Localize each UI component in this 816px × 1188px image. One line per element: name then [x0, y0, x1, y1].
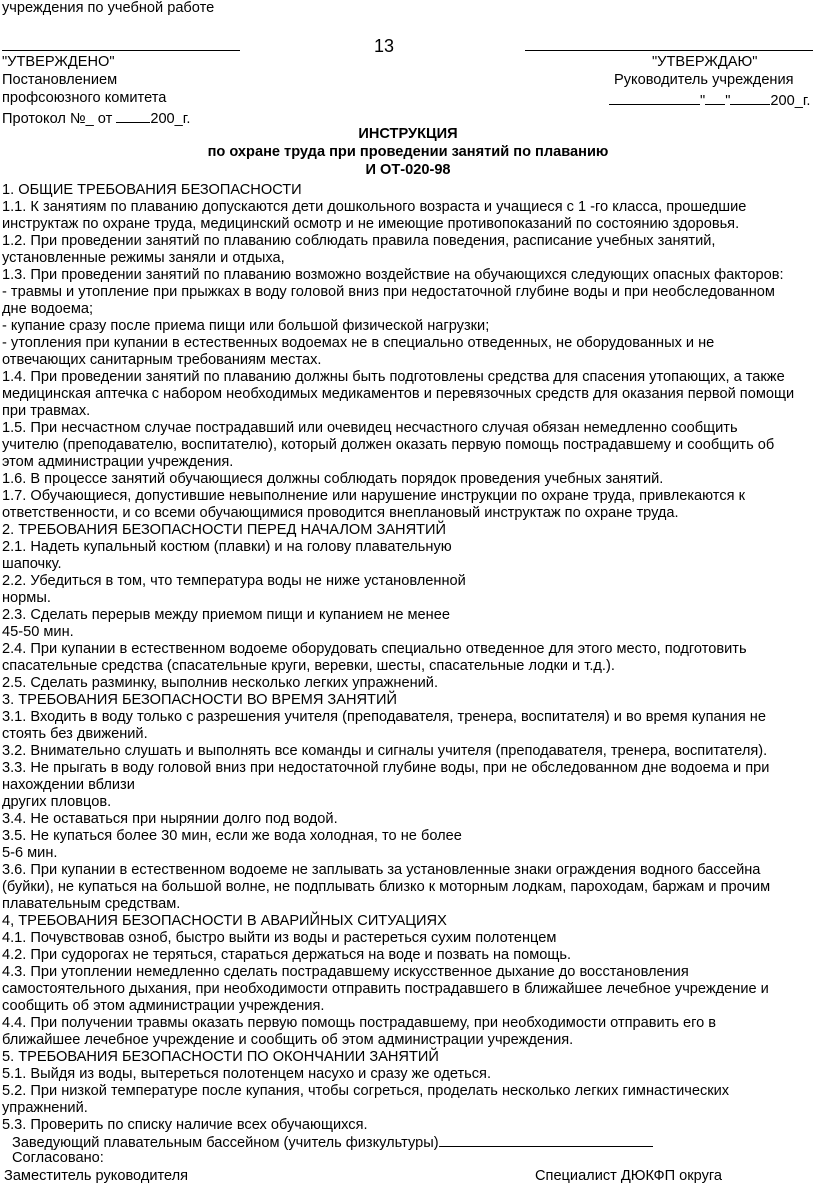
agreed-label: Согласовано:: [12, 1150, 104, 1166]
head-label: Руководитель учреждения: [614, 72, 794, 88]
signature-blank: [609, 90, 700, 105]
body-line: нормы.: [2, 590, 51, 606]
body-line: 1.4. При проведении занятий по плаванию должны быть подготовлены средства для спасения утопающих, а также: [2, 369, 785, 385]
body-line: 2. ТРЕБОВАНИЯ БЕЗОПАСНОСТИ ПЕРЕД НАЧАЛОМ ЗАНЯТИЙ: [2, 522, 447, 538]
body-line: 2.2. Убедиться в том, что температура воды не ниже установленной: [2, 573, 466, 589]
approve-date-line: [609, 90, 810, 110]
body-line: 3.3. Не прыгать в воду головой вниз при недостаточной глубине воды, при не обследованном дне водоема и при: [2, 760, 770, 776]
body-line: 5.1. Выйдя из воды, вытереться полотенцем насухо и сразу же одеться.: [2, 1066, 492, 1082]
body-line: 1.2. При проведении занятий по плаванию соблюдать правила поведения, расписание учебных занятий,: [2, 233, 716, 249]
deputy-label: Заместитель руководителя: [4, 1168, 189, 1184]
approved-by: Постановлением: [2, 72, 118, 88]
body-line: 4.2. При судорогах не теряться, стараться держаться на воде и позвать на помощь.: [2, 947, 572, 963]
instruction-body: [2, 182, 814, 1134]
body-line: 5. ТРЕБОВАНИЯ БЕЗОПАСНОСТИ ПО ОКОНЧАНИИ ЗАНЯТИЙ: [2, 1049, 439, 1065]
date-quote-close: ": [725, 93, 731, 109]
body-line: этом администрации учреждения.: [2, 454, 234, 470]
body-line: упражнений.: [2, 1100, 88, 1116]
body-line: отвечающих санитарным требованиям местах.: [2, 352, 322, 368]
body-line: 4.1. Почувствовав озноб, быстро выйти из воды и растереться сухим полотенцем: [2, 930, 557, 946]
right-signature-rule: [525, 50, 813, 51]
month-blank: [730, 90, 770, 105]
approve-label: "УТВЕРЖДАЮ": [652, 54, 758, 70]
body-line: сообщить об этом администрации учреждения.: [2, 998, 325, 1014]
body-line: 5.3. Проверить по списку наличие всех обучающихся.: [2, 1117, 368, 1133]
body-line: 3.1. Входить в воду только с разрешения учителя (преподавателя, тренера, воспитателя) и во время купания не: [2, 709, 766, 725]
manager-line: [12, 1132, 653, 1152]
body-line: 1.7. Обучающиеся, допустившие невыполнение или нарушение инструкции по охране труда, привлекаются к: [2, 488, 745, 504]
body-line: ответственности, и со всеми обучающимися проводится внеплановый инструктаж по охране труда.: [2, 505, 679, 521]
body-line: плавательным средствам.: [2, 896, 181, 912]
body-line: ближайшее лечебное учреждение и сообщить об этом администрации учреждения.: [2, 1032, 574, 1048]
body-line: 45-50 мин.: [2, 624, 74, 640]
body-line: 1.3. При проведении занятий по плаванию возможно воздействие на обучающихся следующих опасных факторов:: [2, 267, 784, 283]
body-line: медицинская аптечка с набором необходимых медикаментов и перевязочных средств для оказания первой помощи: [2, 386, 795, 402]
body-line: 3.2. Внимательно слушать и выполнять все команды и сигналы учителя (преподавателя, тренера, воспитателя).: [2, 743, 768, 759]
manager-label: Заведующий плавательным бассейном (учитель физкультуры): [12, 1135, 439, 1151]
body-line: 2.1. Надеть купальный костюм (плавки) и на голову плавательную: [2, 539, 452, 555]
date-suffix: 200_г.: [770, 93, 811, 109]
body-line: самостоятельного дыхания, при необходимости отправить пострадавшего в ближайшее лечебное учреждение и: [2, 981, 769, 997]
body-line: учителю (преподавателю, воспитателю), который должен оказать первую помощь пострадавшему и сообщить об: [2, 437, 775, 453]
protocol-date-blank: [116, 108, 150, 123]
body-line: 4.4. При получении травмы оказать первую помощь пострадавшему, при необходимости отправить его в: [2, 1015, 717, 1031]
protocol-line: [2, 108, 190, 128]
left-signature-rule: [2, 50, 240, 51]
body-line: 3.4. Не оставаться при нырянии долго под водой.: [2, 811, 338, 827]
body-line: 4, ТРЕБОВАНИЯ БЕЗОПАСНОСТИ В АВАРИЙНЫХ СИТУАЦИЯХ: [2, 913, 447, 929]
manager-signature-blank: [439, 1132, 653, 1147]
body-line: 3.6. При купании в естественном водоеме не заплывать за установленные знаки ограждения водного бассейна: [2, 862, 761, 878]
committee-label: профсоюзного комитета: [2, 90, 167, 106]
body-line: - купание сразу после приема пищи или большой физической нагрузки;: [2, 318, 490, 334]
body-line: 2.4. При купании в естественном водоеме оборудовать специально отведенное для этого место, подготовить: [2, 641, 747, 657]
body-line: стоять без движений.: [2, 726, 148, 742]
body-line: - травмы и утопление при прыжках в воду головой вниз при недостаточной глубине воды и при необследованном: [2, 284, 775, 300]
body-line: 5-6 мин.: [2, 845, 58, 861]
top-line: учреждения по учебной работе: [2, 0, 215, 16]
body-line: 1.5. При несчастном случае пострадавший или очевидец несчастного случая обязан немедленно сообщить: [2, 420, 738, 436]
body-line: спасательные средства (спасательные круги, веревки, шесты, спасательные лодки и т.д.).: [2, 658, 615, 674]
body-line: 1. ОБЩИЕ ТРЕБОВАНИЯ БЕЗОПАСНОСТИ: [2, 182, 302, 198]
page-number: 13: [374, 36, 395, 56]
body-line: шапочку.: [2, 556, 62, 572]
body-line: 2.3. Сделать перерыв между приемом пищи и купанием не менее: [2, 607, 450, 623]
document-title: ИНСТРУКЦИЯ: [358, 126, 458, 142]
specialist-label: Специалист ДЮКФП округа: [535, 1168, 723, 1184]
date-quote-open: ": [700, 93, 706, 109]
body-line: 2.5. Сделать разминку, выполнив несколько легких упражнений.: [2, 675, 438, 691]
protocol-suffix: 200_г.: [150, 111, 191, 127]
body-line: 4.3. При утоплении немедленно сделать пострадавшему искусственное дыхание до восстановления: [2, 964, 689, 980]
document-subtitle: по охране труда при проведении занятий по плаванию: [207, 144, 609, 160]
body-line: - утопления при купании в естественных водоемах не в специально отведенных, не оборудованных и не: [2, 335, 715, 351]
body-line: (буйки), не купаться на большой волне, не подплывать близко к моторным лодкам, пароходам, баржам и прочим: [2, 879, 771, 895]
day-blank: [705, 90, 725, 105]
body-line: инструктаж по охране труда, медицинский осмотр и не имеющие противопоказаний по состоянию здоровья.: [2, 216, 740, 232]
body-line: дне водоема;: [2, 301, 94, 317]
body-line: 5.2. При низкой температуре после купания, чтобы согреться, проделать несколько легких гимнастических: [2, 1083, 730, 1099]
protocol-prefix: Протокол №_ от: [2, 111, 117, 127]
body-line: 1.1. К занятиям по плаванию допускаются дети дошкольного возраста и учащиеся с 1 -го класса, прошедшие: [2, 199, 747, 215]
body-line: нахождении вблизи: [2, 777, 135, 793]
body-line: при травмах.: [2, 403, 91, 419]
body-line: 3. ТРЕБОВАНИЯ БЕЗОПАСНОСТИ ВО ВРЕМЯ ЗАНЯТИЙ: [2, 692, 397, 708]
body-line: 1.6. В процессе занятий обучающиеся должны соблюдать порядок проведения учебных занятий.: [2, 471, 664, 487]
body-line: установленные режимы заняли и отдыха,: [2, 250, 285, 266]
body-line: 3.5. Не купаться более 30 мин, если же вода холодная, то не более: [2, 828, 462, 844]
document-code: И ОТ-020-98: [365, 162, 451, 178]
body-line: других пловцов.: [2, 794, 112, 810]
approved-label: "УТВЕРЖДЕНО": [2, 54, 115, 70]
